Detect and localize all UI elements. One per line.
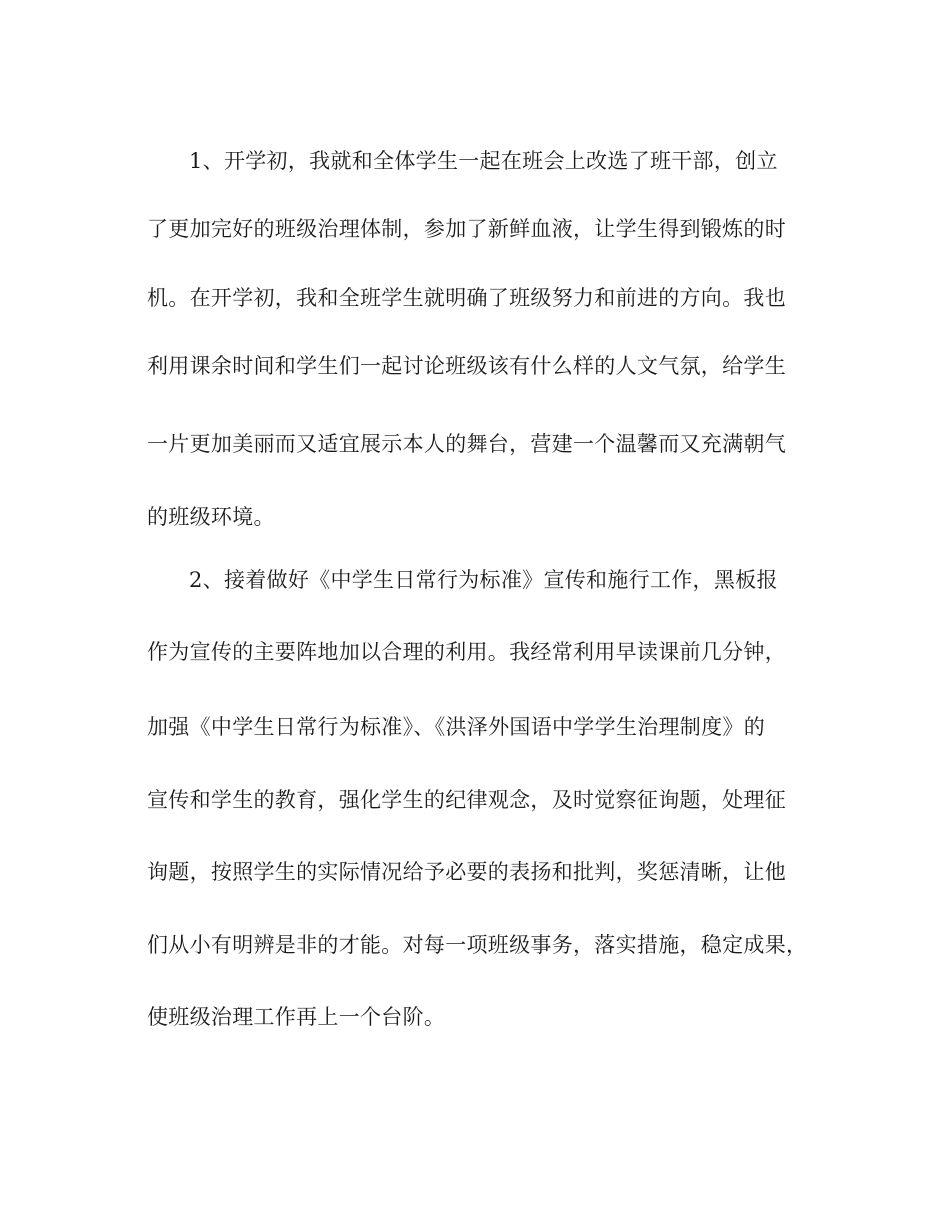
text-line: 2、接着做好《中学生日常行为标准》宣传和施行工作，黑板报 (189, 568, 778, 592)
text-line: 宣传和学生的教育，强化学生的纪律观念，及时觉察征询题，处理征 (147, 788, 786, 812)
text-line: 询题，按照学生的实际情况给予必要的表扬和批判，奖惩清晰，让他 (147, 860, 786, 884)
text-line: 利用课余时间和学生们一起讨论班级该有什么样的人文气氛，给学生 (147, 354, 786, 378)
text-line: 的班级环境。 (147, 505, 275, 529)
text-line: 机。在开学初，我和全班学生就明确了班级努力和前进的方向。我也 (147, 286, 786, 310)
text-line: 一片更加美丽而又适宜展示本人的舞台，营建一个温馨而又充满朝气 (147, 432, 786, 456)
text-line: 1、开学初，我就和全体学生一起在班会上改选了班干部，创立 (189, 149, 778, 173)
text-line: 们从小有明辨是非的才能。对每一项班级事务，落实措施，稳定成果， (147, 933, 808, 957)
text-line: 使班级治理工作再上一个台阶。 (147, 1005, 446, 1029)
text-line: 作为宣传的主要阵地加以合理的利用。我经常利用早读课前几分钟， (147, 640, 786, 664)
text-line: 了更加完好的班级治理体制，参加了新鲜血液，让学生得到锻炼的时 (147, 217, 786, 241)
text-line: 加强《中学生日常行为标准》、《洪泽外国语中学学生治理制度》的 (147, 715, 765, 739)
